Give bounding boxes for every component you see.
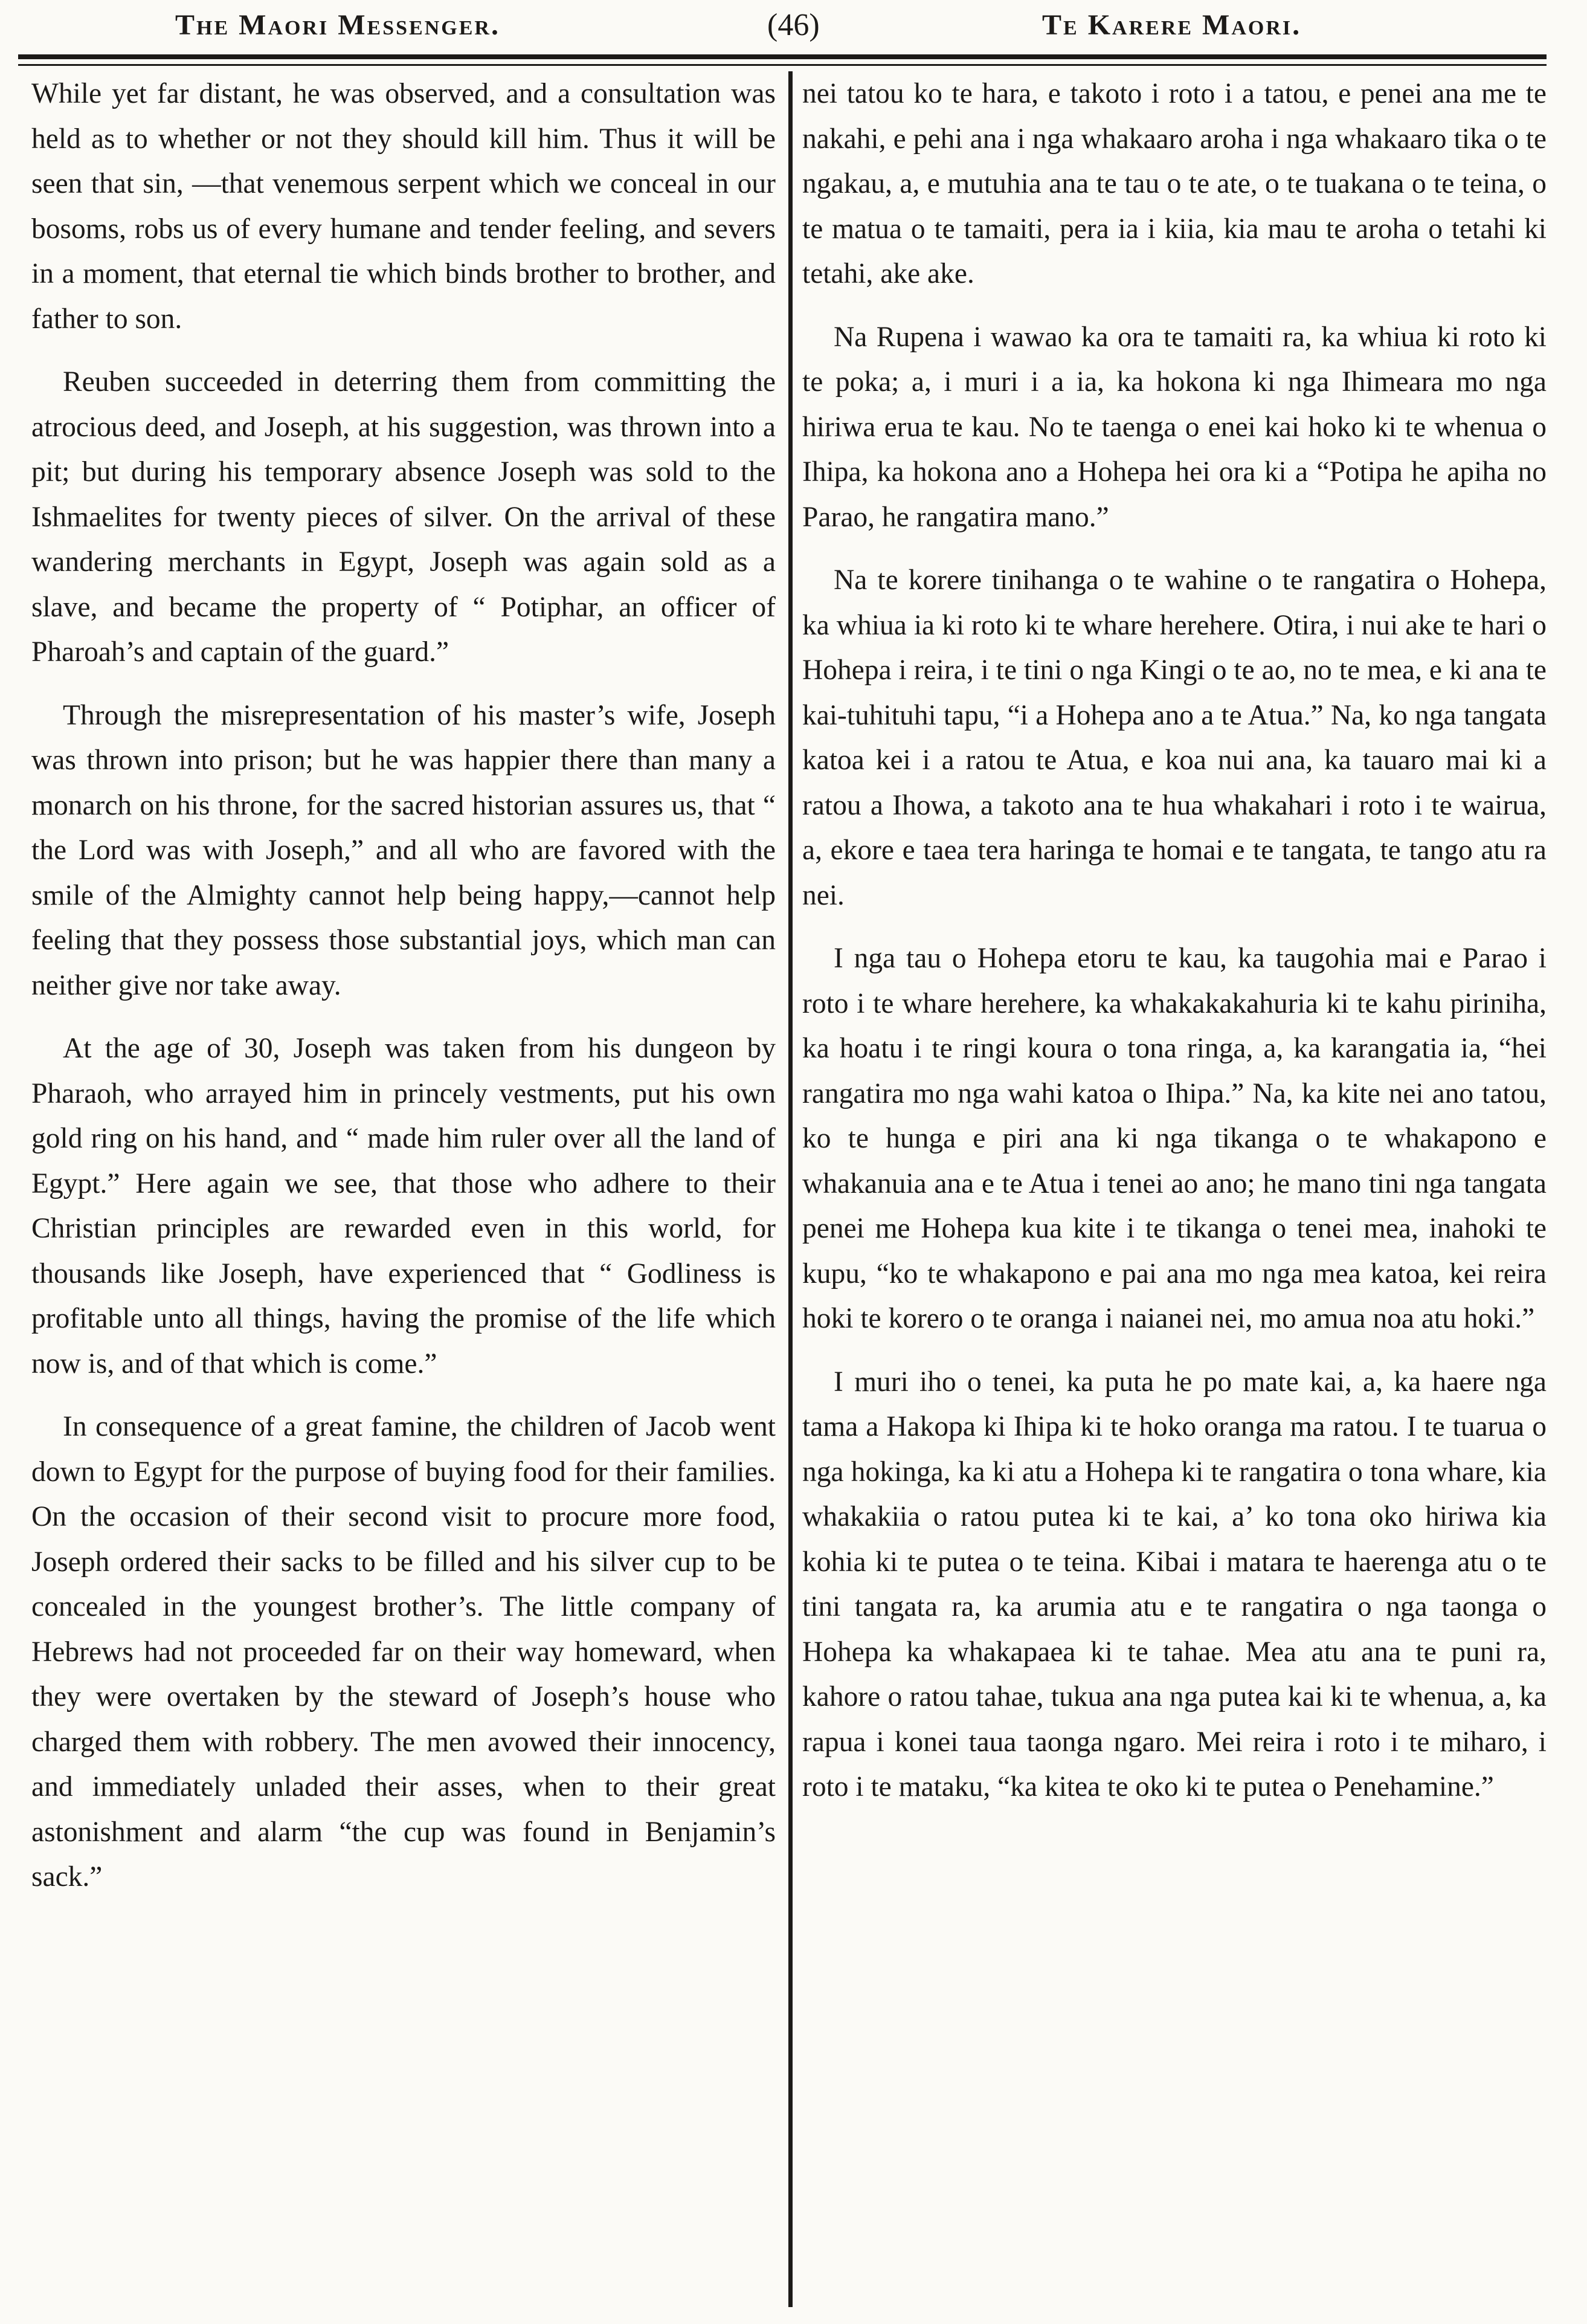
- english-paragraph-1: While yet far distant, he was observed, and a consultation was held as to whether or not they should kill him. Thus it will be seen that sin, —that venemous serpent which we conceal in our bosoms, robs us of every humane and tender feeling, and severs in a moment, that eternal tie which binds brother to brother, and father to son.: [31, 78, 776, 335]
- header-english-title: The Maori Messenger.: [175, 9, 500, 41]
- maori-paragraph-2: Na Rupena i wawao ka ora te tamaiti ra, ka whiua ki roto ki te poka; a, i muri i a ia, ka hokona ki nga Ihimeara mo nga hiriwa erua te kau. No te taenga o enei kai hoko ki te whenua o Ihipa, ka hokona ano a Hohepa hei ora ki a “Potipa he apiha no Parao, he rangatira mano.”: [802, 321, 1547, 533]
- column-divider: [788, 71, 793, 2307]
- header-maori-title: Te Karere Maori.: [1042, 9, 1302, 41]
- maori-paragraph-1: nei tatou ko te hara, e takoto i roto i a tatou, e penei ana me te nakahi, e pehi ana i nga whakaaro aroha i nga whakaaro tika o te ngakau, a, e mutuhia ana te tau o te ate, o te tuakana o te teina, o te matua o te tamaiti, pera ia i kiia, kia mau te aroha o tetahi ki tetahi, ake ake.: [802, 78, 1547, 289]
- maori-column: [802, 71, 1547, 2307]
- english-paragraph-5: In consequence of a great famine, the children of Jacob went down to Egypt for the purpose of buying food for their families. On the occasion of their second visit to procure more food, Joseph ordered their sacks to be filled and his silver cup to be concealed in the youngest brother’s. The little company of Hebrews had not proceeded far on their way homeward, when they were overtaken by the steward of Joseph’s house who charged them with robbery. The men avowed their innocency, and immediately unladed their asses, when to their great astonishment and alarm “the cup was found in Benjamin’s sack.”: [31, 1411, 776, 1893]
- page-header: [18, 0, 1565, 54]
- header-rule-thin: [18, 64, 1547, 66]
- english-paragraph-3: Through the misrepresentation of his master’s wife, Joseph was thrown into prison; but he was happier there than many a monarch on his throne, for the sacred historian assures us, that “ the Lord was with Joseph,” and all who are favored with the smile of the Almighty cannot help being happy,—cannot help feeling that they possess those substantial joys, which man can neither give nor take away.: [31, 699, 776, 1001]
- page-number: (46): [767, 8, 820, 42]
- maori-paragraph-4: I nga tau o Hohepa etoru te kau, ka taugohia mai e Parao i roto i te whare herehere, ka whakakakahuria ki te kahu piriniha, ka hoatu i te ringi koura o tona ringa, a, ka karangatia ia, “hei rangatira mo nga wahi katoa o Ihipa.” Na, ka kite nei ano tatou, ko te hunga e piri ana ki nga tikanga o te whakapono e whakanuia ana e te Atua i tenei ao ano; he mano tini nga tangata penei me Hohepa kua kite i te tikanga o tenei mea, inahoki te kupu, “ko te whakapono e pai ana mo nga mea katoa, kei reira hoki te korero o te oranga i naianei nei, mo amua noa atu hoki.”: [802, 943, 1547, 1334]
- maori-paragraph-3: Na te korere tinihanga o te wahine o te rangatira o Hohepa, ka whiua ia ki roto ki te whare herehere. Otira, i nui ake te hari o Hohepa i reira, i te tini o nga Kingi o te ao, no te mea, e ki ana te kai-tuhituhi tapu, “i a Hohepa ano a te Atua.” Na, ko nga tangata katoa kei i a ratou te Atua, e koa nui ana, ka tauaro mai ki a ratou a Ihowa, a takoto ana te hua whakahari i roto i te wairua, a, ekore e taea tera haringa te homai e te tangata, te tango atu ra nei.: [802, 564, 1547, 911]
- header-rule-thick: [18, 54, 1547, 59]
- english-paragraph-2: Reuben succeeded in deterring them from committing the atrocious deed, and Joseph, at his suggestion, was thrown into a pit; but during his temporary absence Joseph was sold to the Ishmaelites for twenty pieces of silver. On the arrival of these wandering merchants in Egypt, Joseph was again sold as a slave, and became the property of “ Potiphar, an officer of Pharoah’s and captain of the guard.”: [31, 366, 776, 668]
- english-paragraph-4: At the age of 30, Joseph was taken from his dungeon by Pharaoh, who arrayed him in princely vestments, put his own gold ring on his hand, and “ made him ruler over all the land of Egypt.” Here again we see, that those who adhere to their Christian principles are rewarded even in this world, for thousands like Joseph, have experienced that “ Godliness is profitable unto all things, having the promise of the life which now is, and of that which is come.”: [31, 1033, 776, 1380]
- english-column: [31, 71, 776, 2307]
- maori-paragraph-5: I muri iho o tenei, ka puta he po mate kai, a, ka haere nga tama a Hakopa ki Ihipa ki te hoko oranga ma ratou. I te tuarua o nga hokinga, ka ki atu a Hohepa ki te rangatira o tona whare, kia whakakiia o ratou putea ki te kai, a’ ko tona oko hiriwa kia kohia ki te putea o te teina. Kibai i matara te haerenga atu o te tini tangata ra, ka arumia atu e te rangatira o nga taonga o Hohepa ka whakapaea ki te tahae. Mea atu ana te puni ra, kahore o ratou tahae, tukua ana nga putea kai ki te whenua, a, ka rapua i konei taua taonga ngaro. Mei reira i roto i te miharo, i roto i te mataku, “ka kitea te oko ki te putea o Penehamine.”: [802, 1366, 1547, 1803]
